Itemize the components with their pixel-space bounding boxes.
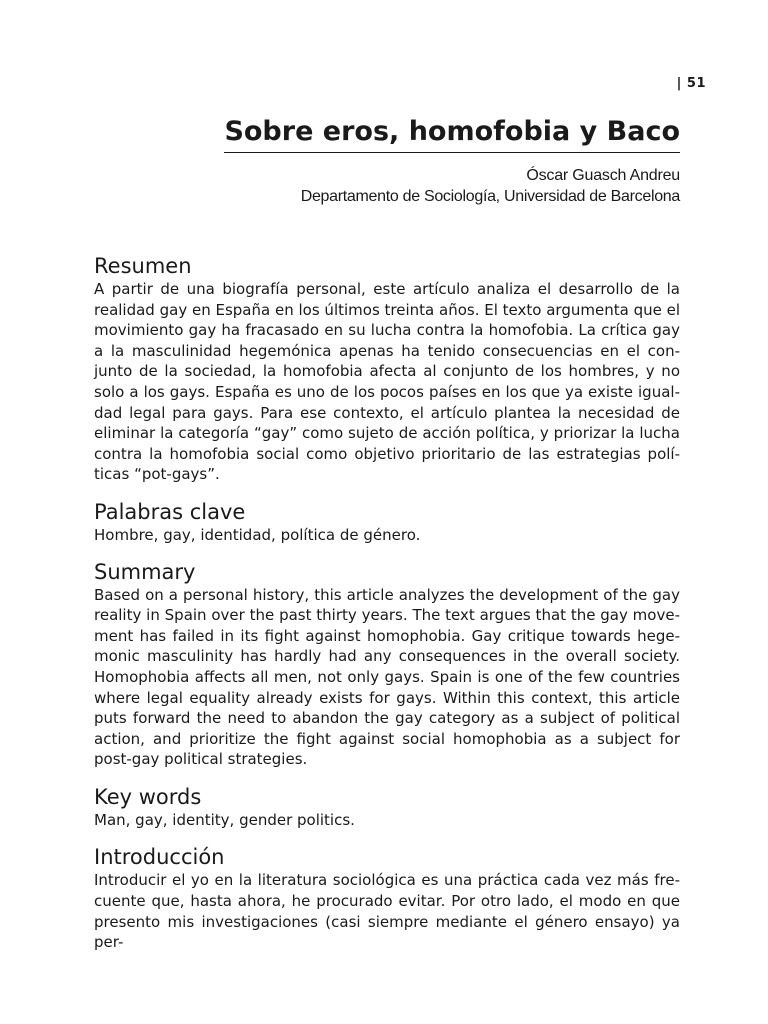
section-introduccion — [94, 844, 680, 952]
section-resumen — [94, 253, 680, 485]
section-text-palabras-clave: Hombre, gay, identidad, política de género. — [94, 525, 421, 544]
page-number: | 51 — [676, 76, 706, 91]
section-text-resumen: A partir de una biografía personal, este artículo analiza el desarrollo de la realidad gay en España en los últimos treinta años. El texto argumenta que el movimiento gay ha fracasado en su lucha contra la homofobia. La crítica gay a la masculinidad hegemónica apenas ha tenido consecuencias en el conjunto de la sociedad, la homofobia afecta al conjunto de los hombres, y no solo a los gays. España es uno de los pocos países en los que ya existe igualdad legal para gays. Para ese contexto, el artículo plantea la necesidad de eliminar la categoría “gay” como sujeto de acción política, y priorizar la lucha contra la homofobia social como objetivo prioritario de las estrategias políticas “pot-gays”. — [94, 280, 680, 484]
section-heading-key-words: Key words — [94, 784, 202, 809]
section-heading-palabras-clave: Palabras clave — [94, 499, 246, 524]
section-heading-summary: Summary — [94, 559, 196, 584]
section-text-summary: Based on a personal history, this article analyzes the development of the gay reality in Spain over the past thirty years. The text argues that the gay movement has failed in its fight against homophobia. Gay critique towards hegemonic masculinity has hardly had any consequences in the overall society. Homophobia affects all men, not only gays. Spain is one of the few countries where legal equality already exists for gays. Within this context, this article puts forward the need to abandon the gay category as a subject of political action, and prioritize the fight against social homophobia as a subject for post-gay political strategies. — [94, 585, 680, 769]
article-body — [94, 253, 680, 952]
section-palabras-clave — [94, 499, 680, 546]
section-summary — [94, 559, 680, 770]
author-affiliation: Departamento de Sociología, Universidad de Barcelona — [300, 188, 680, 205]
article-title: Sobre eros, homofobia y Baco — [224, 114, 680, 153]
section-text-introduccion: Introducir el yo en la literatura sociológica es una práctica cada vez más frecuente que, hasta ahora, he procurado evitar. Por otro lado, el modo en que presento mis investigaciones (casi siempre mediante el género ensayo) ya per- — [94, 871, 680, 952]
section-key-words — [94, 784, 680, 831]
section-text-key-words: Man, gay, identity, gender politics. — [94, 810, 355, 829]
section-heading-resumen: Resumen — [94, 254, 192, 278]
article-author: Óscar Guasch Andreu — [526, 167, 680, 184]
section-heading-introduccion: Introducción — [94, 845, 225, 870]
